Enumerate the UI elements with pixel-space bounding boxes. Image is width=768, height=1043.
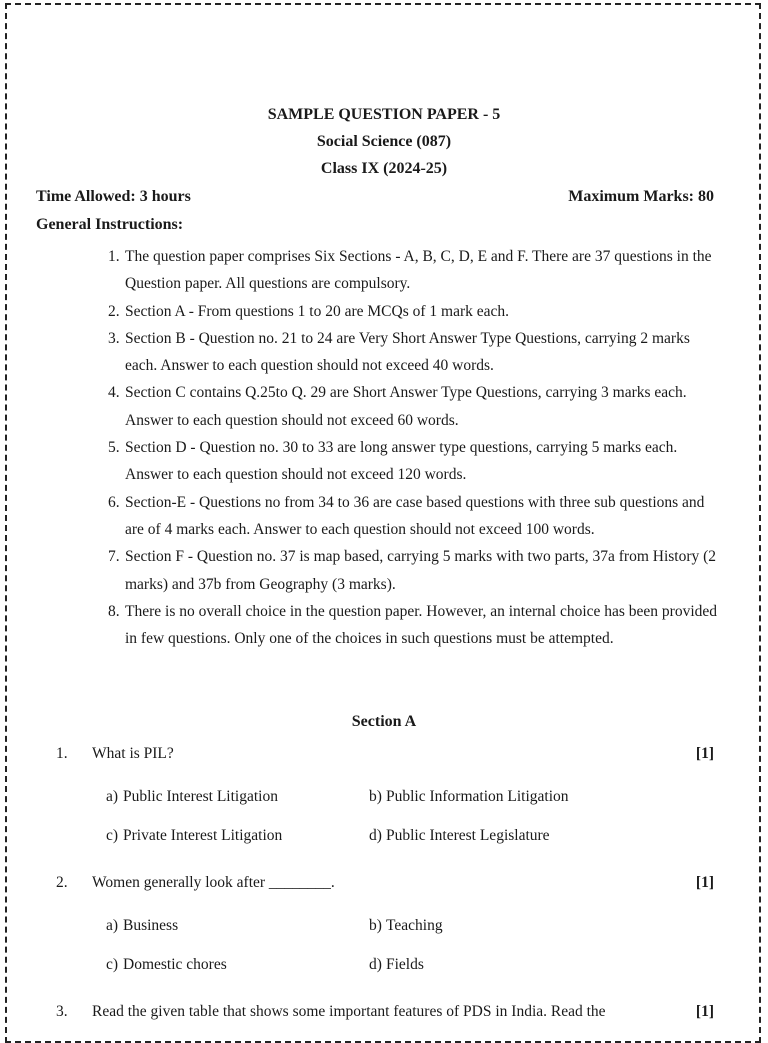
instruction-item: 4. Section C contains Q.25to Q. 29 are Short Answer Type Questions, carrying 3 marks each. Answer to each question should not exceed 60 words. [108,384,687,429]
time-allowed: Time Allowed: 3 hours [36,188,191,205]
question-text: What is PIL? [92,745,174,762]
question-number: 1. [56,745,68,762]
option-b[interactable]: b) Public Information Litigation [369,788,569,805]
question-marks: [1] [695,745,714,762]
instruction-item: 1. The question paper comprises Six Sections - A, B, C, D, E and F. There are 37 questions in the Question paper. All questions are compulsory. [108,248,712,293]
question-number: 3. [56,1003,68,1020]
option-b[interactable]: b) Teaching [369,917,443,934]
subject-title: Social Science (087) [316,133,452,150]
instruction-item: 7. Section F - Question no. 37 is map based, carrying 5 marks with two parts, 37a from History (2 marks) and 37b from Geography (3 marks). [108,548,717,593]
section-a-title: Section A [351,713,417,730]
maximum-marks: Maximum Marks: 80 [568,188,714,205]
instruction-item: 5. Section D - Question no. 30 to 33 are long answer type questions, carrying 5 marks each. Answer to each question should not exceed 120 words. [108,439,678,484]
option-d[interactable]: d) Public Interest Legislature [369,827,550,844]
instruction-item: 6. Section-E - Questions no from 34 to 36 are case based questions with three sub questions and are of 4 marks each. Answer to each question should not exceed 100 words. [108,493,705,538]
paper-title: SAMPLE QUESTION PAPER - 5 [267,106,501,123]
option-c[interactable]: c) Private Interest Litigation [106,827,283,844]
instruction-item: 3. Section B - Question no. 21 to 24 are Very Short Answer Type Questions, carrying 2 marks each. Answer to each question should not exceed 40 words. [108,329,690,375]
instruction-item: 2. Section A - From questions 1 to 20 are MCQs of 1 mark each. [108,302,510,320]
question-marks: [1] [695,1003,714,1020]
question-number: 2. [56,874,68,891]
instructions-list [108,243,718,652]
option-a[interactable]: a) Business [106,917,179,934]
option-d[interactable]: d) Fields [369,956,424,973]
class-title: Class IX (2024-25) [320,160,448,177]
question-text: Read the given table that shows some important features of PDS in India. Read the [92,1003,606,1020]
instruction-item: 8. There is no overall choice in the question paper. However, an internal choice has been provided in few questions. Only one of the choices in such questions must be attempted. [108,602,718,648]
question-marks: [1] [695,874,714,891]
question-text: Women generally look after ________. [92,874,335,891]
option-c[interactable]: c) Domestic chores [106,956,227,973]
option-a[interactable]: a) Public Interest Litigation [106,788,278,805]
general-instructions-heading: General Instructions: [36,216,184,233]
